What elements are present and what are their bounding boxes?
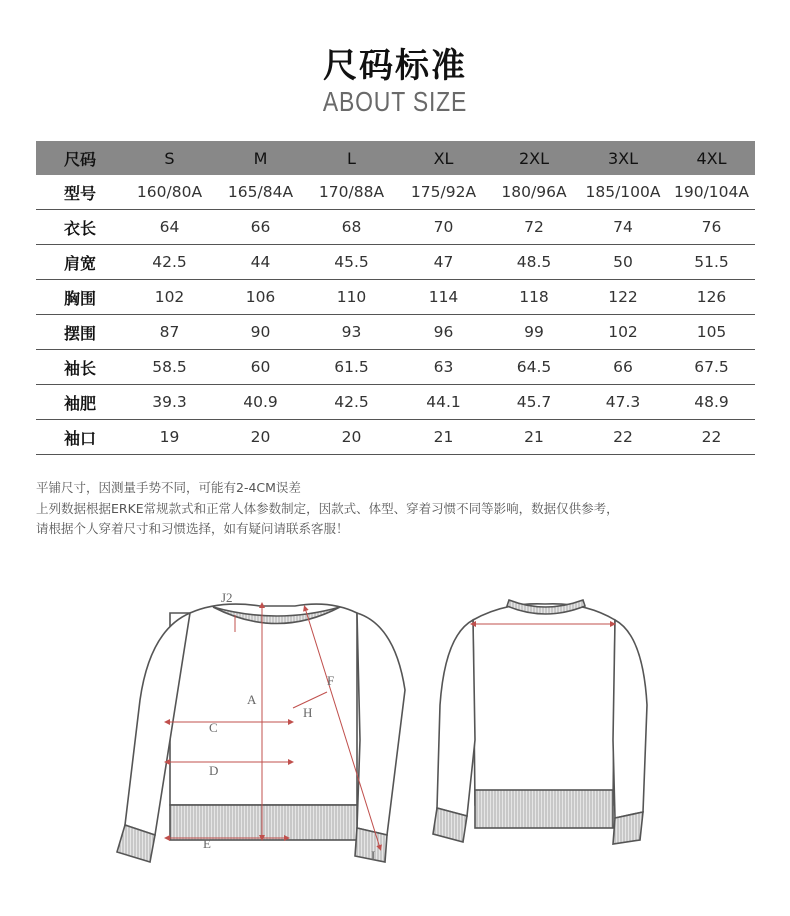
table-cell: 175/92A: [397, 175, 490, 210]
table-cell: 21: [397, 420, 490, 455]
column-header: 4XL: [668, 141, 755, 175]
table-cell: 96: [397, 315, 490, 350]
table-cell: 102: [578, 315, 668, 350]
column-header: S: [124, 141, 215, 175]
size-table: [36, 141, 755, 455]
size-notes: [36, 478, 619, 540]
label-h: H: [303, 705, 313, 720]
table-cell: 76: [668, 210, 755, 245]
table-cell: 185/100A: [578, 175, 668, 210]
table-cell: 99: [490, 315, 578, 350]
table-cell: 39.3: [124, 385, 215, 420]
label-c: C: [209, 720, 218, 735]
table-cell: 68: [306, 210, 397, 245]
column-header: 尺码: [36, 141, 124, 175]
column-header: M: [215, 141, 306, 175]
table-cell: 72: [490, 210, 578, 245]
label-a: A: [247, 692, 257, 707]
row-label: 衣长: [36, 210, 124, 245]
page-title: 尺码标准: [323, 46, 467, 86]
table-cell: 64.5: [490, 350, 578, 385]
table-row: [36, 210, 755, 245]
row-label: 袖口: [36, 420, 124, 455]
table-cell: 47.3: [578, 385, 668, 420]
table-cell: 22: [578, 420, 668, 455]
row-label: 胸围: [36, 280, 124, 315]
table-cell: 44.1: [397, 385, 490, 420]
table-row: [36, 420, 755, 455]
label-i: I: [371, 848, 376, 863]
table-cell: 160/80A: [124, 175, 215, 210]
row-label: 肩宽: [36, 245, 124, 280]
row-label: 袖长: [36, 350, 124, 385]
page-subtitle: ABOUT SIZE: [322, 86, 468, 117]
table-cell: 51.5: [668, 245, 755, 280]
table-cell: 70: [397, 210, 490, 245]
label-d: D: [209, 763, 219, 778]
table-cell: 20: [215, 420, 306, 455]
table-row: [36, 280, 755, 315]
table-header-row: [36, 141, 755, 175]
measurement-diagram: [95, 580, 695, 880]
table-cell: 63: [397, 350, 490, 385]
table-cell: 110: [306, 280, 397, 315]
table-cell: 58.5: [124, 350, 215, 385]
table-cell: 20: [306, 420, 397, 455]
table-cell: 48.9: [668, 385, 755, 420]
table-cell: 42.5: [306, 385, 397, 420]
row-label: 摆围: [36, 315, 124, 350]
table-cell: 22: [668, 420, 755, 455]
table-row: [36, 245, 755, 280]
table-cell: 105: [668, 315, 755, 350]
front-sweatshirt: [117, 602, 405, 862]
table-cell: 48.5: [490, 245, 578, 280]
table-cell: 180/96A: [490, 175, 578, 210]
table-row: [36, 350, 755, 385]
table-cell: 42.5: [124, 245, 215, 280]
table-cell: 118: [490, 280, 578, 315]
row-label: 型号: [36, 175, 124, 210]
table-cell: 90: [215, 315, 306, 350]
row-label: 袖肥: [36, 385, 124, 420]
table-row: [36, 315, 755, 350]
table-cell: 66: [215, 210, 306, 245]
column-header: 3XL: [578, 141, 668, 175]
table-cell: 44: [215, 245, 306, 280]
table-cell: 74: [578, 210, 668, 245]
table-cell: 87: [124, 315, 215, 350]
note-line: 平铺尺寸，因测量手势不同，可能有2-4CM误差: [36, 480, 301, 495]
table-cell: 19: [124, 420, 215, 455]
table-cell: 40.9: [215, 385, 306, 420]
table-cell: 190/104A: [668, 175, 755, 210]
back-sweatshirt: [433, 600, 647, 844]
note-line: 请根据个人穿着尺寸和习惯选择，如有疑问请联系客服！: [36, 521, 349, 536]
table-cell: 21: [490, 420, 578, 455]
table-cell: 126: [668, 280, 755, 315]
table-cell: 102: [124, 280, 215, 315]
table-cell: 114: [397, 280, 490, 315]
table-cell: 67.5: [668, 350, 755, 385]
table-cell: 165/84A: [215, 175, 306, 210]
column-header: XL: [397, 141, 490, 175]
table-cell: 61.5: [306, 350, 397, 385]
label-e: E: [203, 836, 211, 851]
note-line: 上列数据根据ERKE常规款式和正常人体参数制定，因款式、体型、穿着习惯不同等影响，数据仅供参考，: [36, 500, 619, 516]
label-f: F: [327, 673, 335, 688]
label-j2: J2: [221, 590, 233, 605]
table-cell: 66: [578, 350, 668, 385]
table-cell: 64: [124, 210, 215, 245]
table-cell: 93: [306, 315, 397, 350]
table-cell: 50: [578, 245, 668, 280]
table-row: [36, 385, 755, 420]
table-cell: 47: [397, 245, 490, 280]
table-cell: 122: [578, 280, 668, 315]
table-cell: 106: [215, 280, 306, 315]
table-row: [36, 175, 755, 210]
column-header: 2XL: [490, 141, 578, 175]
column-header: L: [306, 141, 397, 175]
table-cell: 45.7: [490, 385, 578, 420]
table-cell: 170/88A: [306, 175, 397, 210]
table-cell: 60: [215, 350, 306, 385]
table-cell: 45.5: [306, 245, 397, 280]
